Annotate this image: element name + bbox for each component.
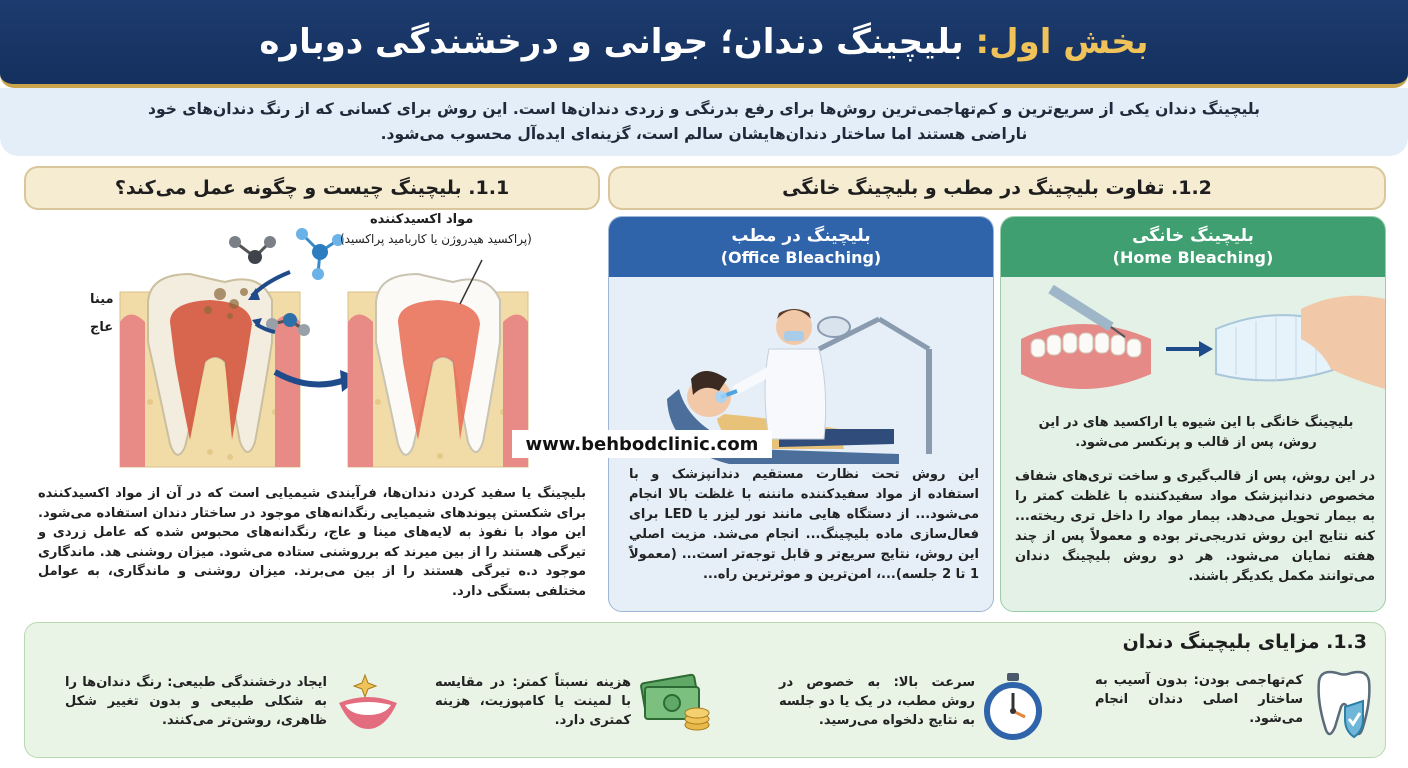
home-card-title: بلیچینگ خانگی [1132, 226, 1254, 246]
gum-left-a [120, 315, 145, 468]
office-card-subtitle: (Office Bleaching) [720, 248, 882, 267]
home-card-caption: بلیچینگ خانگی با این شیوه یا اراکسید های در این روش، پس از قالب و پرنکسر می‌شود. [1038, 415, 1354, 450]
page-title [259, 22, 1148, 62]
advantage-2-text: سرعت بالا: به خصوص در روش مطب، در یک یا دو جلسه به نتایج دلخواه می‌رسید. [779, 675, 975, 728]
molecule-1 [229, 236, 276, 264]
smile-sparkle-icon [335, 671, 401, 739]
advantage-3-text: هزینه نسبتاً کمتر: در مقایسه با لمینت یا کامپوزیت، هزینه کمتری دارد. [435, 675, 631, 728]
advantage-speed [725, 663, 1055, 755]
section-1-1-body: بلیچینگ یا سفید کردن دندان‌ها، فرآیندی شیمیایی است که در آن از مواد اکسیدکننده برای شکستن پیوندهای شیمیایی رنگدانه‌های موجود در ساختار دندان استفاده می‌شود. این مواد با نفوذ به لایه‌های مینا و عاج، رنگدانه‌های محبوس شده که عامل زردی و تیرگی هستند را از بین میرند که برروشنی ستاده می‌شود. میزان روشنی هد. ماندگاری موجود د.ه تیرگی هستند را از بین می‌برند. میزان روشنی و ماندگاری، به عوامل مختلفی بستگی دارد. [38, 486, 586, 599]
tooth-shield-icon [1309, 667, 1379, 751]
money-icon [639, 671, 711, 739]
stopwatch-icon [981, 671, 1045, 747]
advantage-1-text: کم‌تهاجمی بودن: بدون آسیب به ساختار اصلی دندان انجام می‌شود. [1095, 673, 1303, 726]
dentist-coat [765, 349, 826, 439]
office-card-header [609, 217, 993, 277]
enamel-label: مینا [90, 292, 114, 307]
dentin-label: عاج [90, 320, 114, 335]
advantage-cost [405, 663, 725, 755]
oxidizer-sub-label: (پراکسید هیدروژن یا کاربامید پراکسید) [340, 232, 532, 246]
oxidizer-label: مواد اکسیدکننده [370, 212, 474, 227]
section-1-1-title: 1.1. بلیچینگ چیست و چگونه عمل می‌کند؟ [114, 177, 510, 199]
section-1-2-title: 1.2. تفاوت بلیچینگ در مطب و بلیچینگ خانگی [782, 177, 1212, 199]
office-card-title: بلیچینگ در مطب [731, 226, 871, 246]
home-card-header [1001, 217, 1385, 277]
lamp-head [818, 317, 850, 337]
page-header [0, 0, 1408, 88]
gum-right-a [348, 315, 373, 468]
section-1-2-heading [608, 166, 1386, 210]
lamp-arm-2 [879, 319, 929, 349]
section-1-3-title: 1.3. مزایای بلیچینگ دندان [1122, 631, 1367, 653]
section-1-1-heading [24, 166, 600, 210]
intro-band [0, 88, 1408, 156]
dentist-mask [784, 331, 804, 341]
office-bleaching-card [608, 216, 994, 612]
title-prefix: بخش اول: [975, 22, 1149, 62]
led-light [715, 391, 727, 403]
office-card-body: این روش تحت نظارت مستقیم دندانپزشک و با استفاده از مواد سفیدکننده مانننه با غلظت بالا انجام می‌شود... از دستگاه هایی مانند نور لیزر یا LED برای فعال‌سازی ماده بلیچینگ... انجام می‌شد. مزیت اصلي این روش، نتایج سریع‌تر و قابل توجه‌تر است... (معمولاً 1 تا 2 جلسه)...، امن‌ترین و موثرترین راه... [629, 467, 979, 582]
title-main: بلیچینگ دندان؛ جوانی و درخشندگی دوباره [259, 22, 976, 62]
home-bleaching-card [1000, 216, 1386, 612]
syringe [1051, 289, 1111, 327]
advantage-minimally-invasive [1065, 663, 1385, 755]
home-card-subtitle: (Home Bleaching) [1112, 248, 1274, 267]
advantages-panel [24, 622, 1386, 758]
advantage-4-text: ایجاد درخشندگی طبیعی: رنگ دندان‌ها را به شکلی طبیعی و بدون تغییر شکل ظاهری، روشن‌تر می‌کنند. [65, 675, 327, 728]
intro-text: بلیچینگ دندان یکی از سریع‌ترین و کم‌تهاجمی‌ترین روش‌ها برای رفع بدرنگی و زردی دندان‌ها است. این روش برای کسانی که از رنگ دندان‌های خود ناراضی هستند اما ساختار دندان‌هایشان سالم است، گزینه‌ای ایده‌آل محسوب می‌شود. [148, 100, 1260, 143]
advantage-natural-shine [35, 663, 405, 755]
molecule-2 [296, 228, 344, 280]
home-arrow-head [1199, 341, 1213, 357]
gum-left-b [275, 315, 300, 468]
website-watermark: www.behbodclinic.com [512, 430, 772, 458]
home-card-body: در این روش، پس از قالب‌گیری و ساخت تری‌های شفاف مخصوص دندانپزشک مواد سفیدکننده با غلظت کمتر را به بیمار تحویل می‌دهد. بیمار مواد را داخل تری ریخته... کنه نتایج این روش تدریجی‌تر بوده و معمولاً پس از چند هفته نمایان می‌شود. هر دو روش بلیچینگ دندان می‌توانند مکمل یکدیگر باشند. [1015, 469, 1375, 584]
